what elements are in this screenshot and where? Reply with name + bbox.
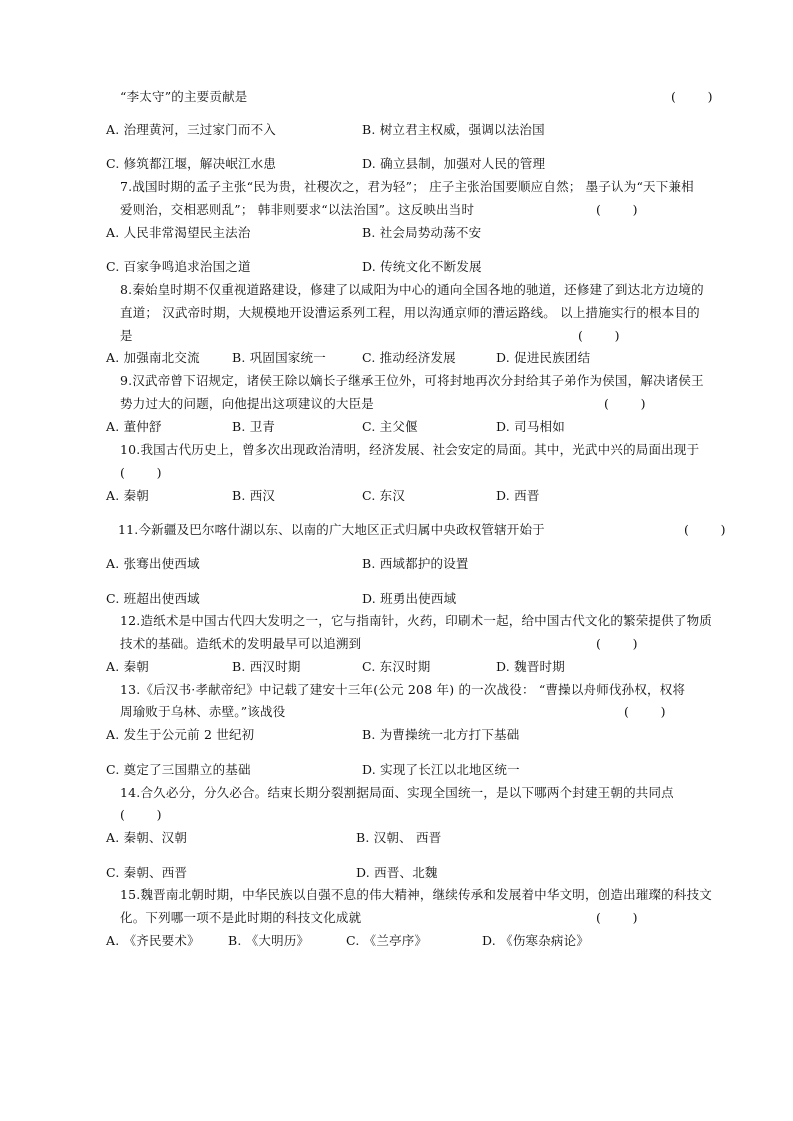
q7-answer-paren[interactable]: ( ) [596, 202, 638, 217]
q15-option-d[interactable]: D. 《伤寒杂病论》 [482, 933, 590, 948]
q14-answer-paren[interactable]: ( ) [120, 807, 162, 822]
q11-option-a[interactable]: A. 张骞出使西域 [106, 556, 200, 571]
q9-stem-line2: 势力过大的问题，向他提出这项建议的大臣是 [120, 396, 375, 411]
q9-answer-paren[interactable]: ( ) [604, 396, 646, 411]
q6-answer-paren[interactable]: ( ) [671, 89, 713, 104]
q14-option-a[interactable]: A. 秦朝、汉朝 [106, 830, 188, 845]
q9-stem-line1: 9.汉武帝曾下诏规定，诸侯王除以嫡长子继承王位外，可将封地再次分封给其子弟作为侯国，解决诸侯王 [120, 373, 704, 388]
q15-option-b[interactable]: B. 《大明历》 [228, 933, 310, 948]
q11-option-c[interactable]: C. 班超出使西域 [106, 591, 200, 606]
q10-option-c[interactable]: C. 东汉 [362, 488, 406, 503]
q15-option-a[interactable]: A. 《齐民要术》 [106, 933, 200, 948]
q8-stem-line3: 是 [120, 328, 133, 343]
q13-option-c[interactable]: C. 奠定了三国鼎立的基础 [106, 762, 251, 777]
q6-option-a[interactable]: A. 治理黄河，三过家门而不入 [106, 122, 276, 137]
q6-option-b[interactable]: B. 树立君主权威，强调以法治国 [362, 122, 545, 137]
q13-option-b[interactable]: B. 为曹操统一北方打下基础 [362, 727, 520, 742]
q11-stem: 11.今新疆及巴尔喀什湖以东、以南的广大地区正式归属中央政权管辖开始于 [118, 522, 545, 537]
q10-option-b[interactable]: B. 西汉 [232, 488, 276, 503]
q7-stem-line1: 7.战国时期的孟子主张“民为贵，社稷次之，君为轻”； 庄子主张治国要顺应自然； 墨子认为“天下兼相 [120, 179, 694, 194]
q8-option-c[interactable]: C. 推动经济发展 [362, 350, 456, 365]
q7-stem-line2: 爱则治，交相恶则乱”； 韩非则要求“以法治国”。这反映出当时 [120, 202, 475, 217]
q15-stem-line1: 15.魏晋南北朝时期，中华民族以自强不息的伟大精神，继续传承和发展着中华文明，创造出璀璨的科技文 [120, 887, 712, 902]
q8-option-b[interactable]: B. 巩固国家统一 [232, 350, 326, 365]
q7-option-c[interactable]: C. 百家争鸣追求治国之道 [106, 259, 251, 274]
q12-option-a[interactable]: A. 秦朝 [106, 659, 149, 674]
q6-option-c[interactable]: C. 修筑都江堰，解决岷江水患 [106, 156, 277, 171]
q11-option-b[interactable]: B. 西域都护的设置 [362, 556, 469, 571]
q8-option-d[interactable]: D. 促进民族团结 [496, 350, 591, 365]
q15-stem-line2: 化。下列哪一项不是此时期的科技文化成就 [120, 910, 362, 925]
q10-option-d[interactable]: D. 西晋 [496, 488, 540, 503]
q12-option-d[interactable]: D. 魏晋时期 [496, 659, 565, 674]
q12-option-b[interactable]: B. 西汉时期 [232, 659, 301, 674]
q13-stem-line1: 13.《后汉书·孝献帝纪》中记载了建安十三年(公元 208 年) 的一次战役： “曹操以舟师伐孙权，权将 [120, 682, 686, 697]
q10-answer-paren[interactable]: ( ) [120, 465, 162, 480]
q13-answer-paren[interactable]: ( ) [624, 704, 666, 719]
q14-option-d[interactable]: D. 西晋、北魏 [356, 865, 438, 880]
q6-option-d[interactable]: D. 确立县制，加强对人民的管理 [362, 156, 546, 171]
q7-option-a[interactable]: A. 人民非常渴望民主法治 [106, 225, 251, 240]
q9-option-c[interactable]: C. 主父偃 [362, 419, 418, 434]
q6-stem: “李太守”的主要贡献是 [120, 89, 248, 104]
q12-stem-line2: 技术的基础。造纸术的发明最早可以追溯到 [120, 636, 362, 651]
q9-option-b[interactable]: B. 卫青 [232, 419, 276, 434]
q15-option-c[interactable]: C. 《兰亭序》 [346, 933, 428, 948]
q9-option-d[interactable]: D. 司马相如 [496, 419, 565, 434]
q13-option-a[interactable]: A. 发生于公元前 2 世纪初 [106, 727, 255, 742]
q14-option-b[interactable]: B. 汉朝、 西晋 [356, 830, 442, 845]
q11-option-d[interactable]: D. 班勇出使西域 [362, 591, 457, 606]
q8-answer-paren[interactable]: ( ) [578, 328, 620, 343]
q14-option-c[interactable]: C. 秦朝、西晋 [106, 865, 188, 880]
q7-option-d[interactable]: D. 传统文化不断发展 [362, 259, 482, 274]
q10-option-a[interactable]: A. 秦朝 [106, 488, 149, 503]
q11-answer-paren[interactable]: ( ) [684, 522, 726, 537]
q12-stem-line1: 12.造纸术是中国古代四大发明之一，它与指南针，火药，印刷术一起，给中国古代文化的繁荣提供了物质 [120, 613, 712, 628]
q15-answer-paren[interactable]: ( ) [596, 910, 638, 925]
q13-stem-line2: 周瑜败于乌林、赤壁。”该战役 [120, 704, 286, 719]
q14-stem-line1: 14.合久必分，分久必合。结束长期分裂割据局面、实现全国统一，是以下哪两个封建王朝的共同点 [120, 785, 674, 800]
q8-option-a[interactable]: A. 加强南北交流 [106, 350, 200, 365]
q13-option-d[interactable]: D. 实现了长江以北地区统一 [362, 762, 520, 777]
q10-stem-line1: 10.我国古代历史上，曾多次出现政治清明，经济发展、社会安定的局面。其中，光武中兴的局面出现于 [120, 442, 700, 457]
q12-option-c[interactable]: C. 东汉时期 [362, 659, 431, 674]
q8-stem-line2: 直道； 汉武帝时期，大规模地开设漕运系列工程，用以沟通京师的漕运路线。 以上措施实行的根本目的 [120, 305, 700, 320]
q12-answer-paren[interactable]: ( ) [596, 636, 638, 651]
q7-option-b[interactable]: B. 社会局势动荡不安 [362, 225, 482, 240]
q8-stem-line1: 8.秦始皇时期不仅重视道路建设，修建了以咸阳为中心的通向全国各地的驰道，还修建了到达北方边境的 [120, 282, 704, 297]
q9-option-a[interactable]: A. 董仲舒 [106, 419, 162, 434]
